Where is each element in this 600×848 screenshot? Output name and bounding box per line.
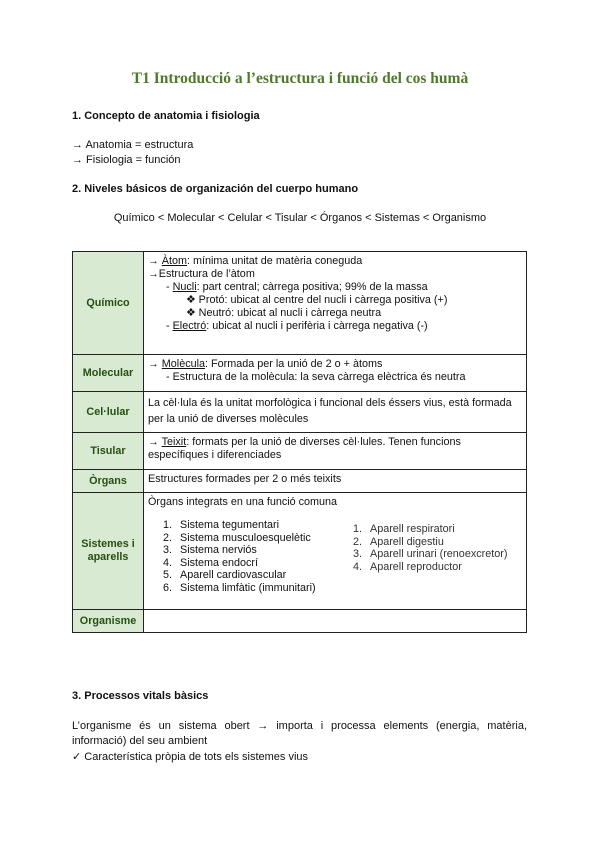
- label-molecular: Molecular: [73, 355, 144, 392]
- table-row-sistemes: [73, 493, 527, 610]
- cell-tisular: → Teixit: formats per la unió de diverses cèl·lules. Tenen funcions específiques i diferenciades: [144, 433, 527, 470]
- label-organisme: Organisme: [73, 610, 144, 633]
- list-item: 5. Aparell cardiovascular: [162, 569, 287, 581]
- anatomia-line: → Anatomia = estructura: [72, 139, 194, 151]
- cell-organs: Estructures formades per 2 o més teixits: [144, 470, 527, 493]
- document-title: T1 Introducció a l’estructura i funció del cos humà: [131, 70, 469, 87]
- cell-organisme: [144, 610, 527, 633]
- cell-sistemes: [144, 493, 527, 610]
- teixit-term: Teixit: [161, 436, 187, 448]
- list-item: 2. Aparell digestiu: [352, 535, 444, 548]
- list-item: 1. Sistema tegumentari: [162, 519, 280, 531]
- levels-sequence: Químico < Molecular < Celular < Tisular < Órganos < Sistemas < Organismo: [113, 212, 487, 224]
- sistemes-intro: Òrgans integrats en una funció comuna: [148, 496, 338, 508]
- section-2-heading: 2. Niveles básicos de organización del cuerpo humano: [72, 183, 359, 195]
- list-item: 3. Sistema nerviós: [162, 544, 257, 556]
- list-item: 3. Aparell urinari (renoexcretor): [352, 548, 508, 560]
- table-row-molecular: [73, 355, 527, 392]
- cell-quimico: → Àtom: mínima unitat de matèria coneguda →Estructura de l’àtom - Nucli: part central; càrrega positiva; 99% de la massa ❖ Protó: ubicat al centre del nucli i càrrega positiva (+) ❖ Neutró: ubicat al nucli i càrrega neutra - Electró: ubicat al nucli i perifèria i càrrega negativa (-): [144, 252, 527, 355]
- section-1-heading: 1. Concepto de anatomia i fisiologia: [72, 110, 260, 122]
- organisme-paragraph: L’organisme és un sistema obert → importa i processa elements (energia, matèria, informació) del seu ambient: [72, 720, 527, 747]
- label-cellular: Cel·lular: [73, 392, 144, 433]
- label-organs: Òrgans: [73, 470, 144, 493]
- estructura-line: →Estructura de l’àtom: [148, 268, 255, 280]
- neutro-line: ❖ Neutró: ubicat al nucli i càrrega neutra: [186, 307, 382, 319]
- atom-term: Àtom: [161, 255, 187, 267]
- label-sistemes: Sistemes i aparells: [73, 493, 144, 610]
- table-row-organs: [73, 470, 527, 493]
- cell-molecular: → Molècula: Formada per la unió de 2 o + àtoms - Estructura de la molècula: la seva càrrega elèctrica és neutra: [144, 355, 527, 392]
- check-line: ✓ Característica pròpia de tots els sistemes vius: [72, 751, 309, 763]
- molecula-sub: - Estructura de la molècula: la seva càrrega elèctrica és neutra: [166, 371, 466, 383]
- label-tisular: Tisular: [73, 433, 144, 470]
- levels-table: [72, 251, 527, 633]
- electro-term: Electró: [172, 320, 207, 332]
- fisiologia-line: → Fisiologia = función: [72, 154, 181, 166]
- systems-list: [148, 519, 338, 594]
- list-item: 2. Sistema musculoesquelètic: [162, 531, 311, 544]
- list-item: 6. Sistema limfàtic (immunitari): [162, 581, 316, 594]
- list-item: 4. Sistema endocrí: [162, 556, 259, 569]
- apparatus-list: [338, 523, 507, 594]
- label-quimico: Químico: [73, 252, 144, 355]
- section-3-heading: 3. Processos vitals bàsics: [72, 690, 209, 702]
- table-row-tisular: [73, 433, 527, 470]
- table-row-organisme: [73, 610, 527, 633]
- proto-line: ❖ Protó: ubicat al centre del nucli i càrrega positiva (+): [186, 294, 448, 306]
- cell-cellular: La cèl·lula és la unitat morfològica i funcional dels éssers vius, està formada per la unió de diverses molècules: [144, 392, 527, 433]
- molecula-term: Molècula: [161, 358, 206, 370]
- table-row-cellular: [73, 392, 527, 433]
- nucli-term: Nucli: [172, 281, 197, 293]
- list-item: 1. Aparell respiratori: [352, 523, 455, 535]
- list-item: 4. Aparell reproductor: [352, 560, 462, 573]
- table-row-quimico: [73, 252, 527, 355]
